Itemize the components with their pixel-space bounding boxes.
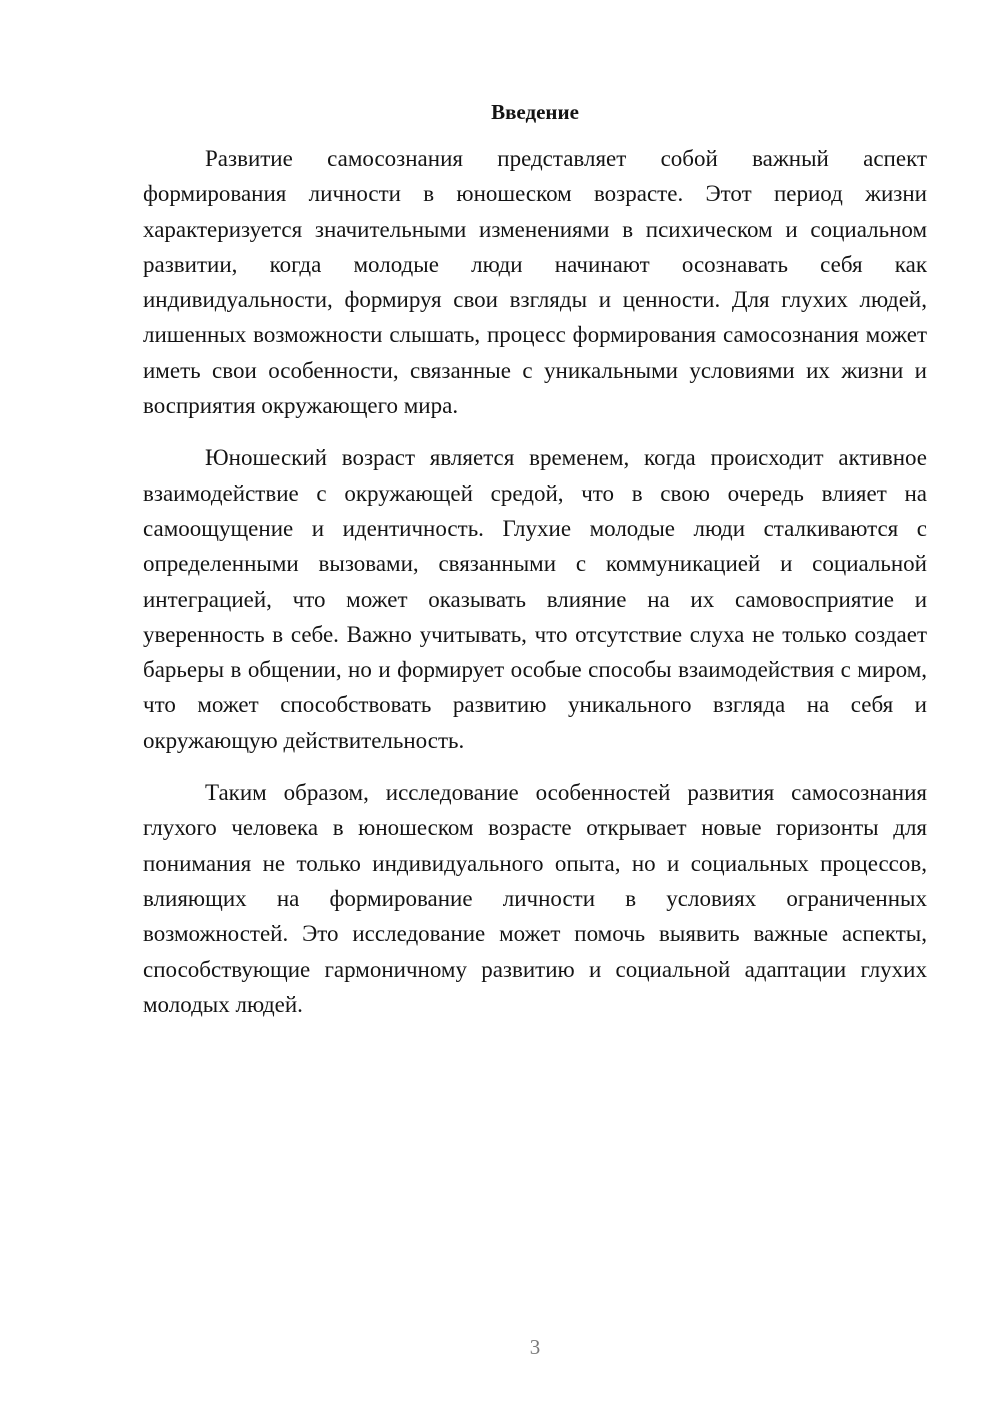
paragraph: Развитие самосознания представляет собой важный аспект формирования личности в юношеском возрасте. Этот период жизни характеризуется значительными изменениями в психическом и социальном развитии, когда молодые люди начинают осознавать себя как индивидуальности, формируя свои взгляды и ценности. Для глухих людей, лишенных возможности слышать, процесс формирования самосознания может иметь свои особенности, связанные с уникальными условиями их жизни и восприятия окружающего мира. [143,146,927,419]
paragraph: Таким образом, исследование особенностей развития самосознания глухого человека в юношеском возрасте открывает новые горизонты для понимания не только индивидуального опыта, но и социальных процессов, влияющих на формирование личности в условиях ограниченных возможностей. Это исследование может помочь выявить важные аспекты, способствующие гармоничному развитию и социальной адаптации глухих молодых людей. [143,780,927,1017]
section-heading: Введение [491,100,579,124]
paragraph: Юношеский возраст является временем, когда происходит активное взаимодействие с окружающей средой, что в свою очередь влияет на самоощущение и идентичность. Глухие молодые люди сталкиваются с определенными вызовами, связанными с коммуникацией и социальной интеграцией, что может оказывать влияние на их самовосприятие и уверенность в себе. Важно учитывать, что отсутствие слуха не только создает барьеры в общении, но и формирует особые способы взаимодействия с миром, что может способствовать развитию уникального взгляда на себя и окружающую действительность. [143,445,927,753]
page-number: 3 [529,1335,541,1359]
body-text [143,141,927,1039]
